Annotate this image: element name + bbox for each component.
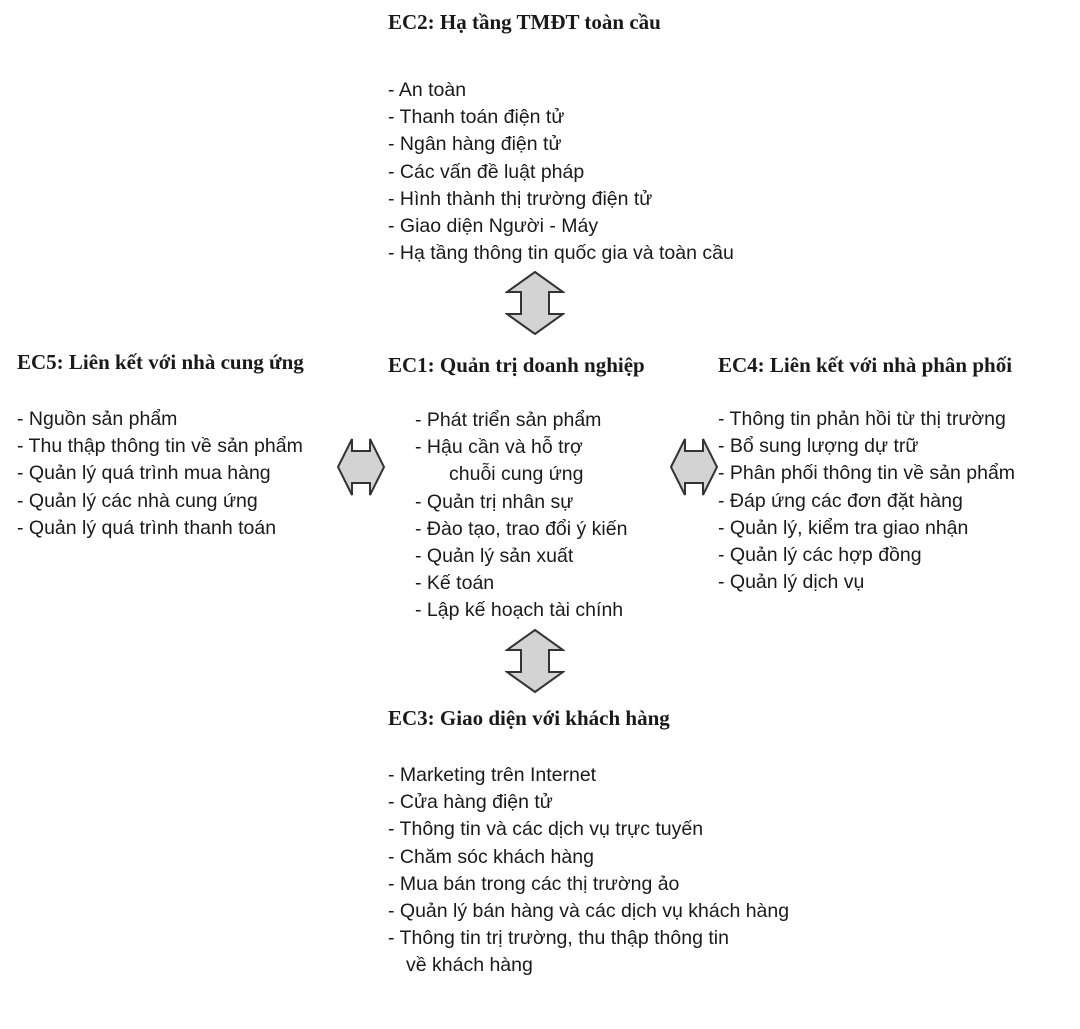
ec5-item: - Nguồn sản phẩm: [17, 408, 178, 430]
ec2-item-list: [388, 77, 734, 267]
ec1-item: - Quản trị nhân sự: [415, 490, 574, 513]
double-arrow-vertical-icon: [505, 628, 565, 694]
ec1-item: - Đào tạo, trao đổi ý kiến: [415, 517, 628, 540]
ec3-item: - Chăm sóc khách hàng: [388, 845, 594, 868]
ec3-item-continuation: về khách hàng: [406, 954, 533, 977]
ec5-item-list: [17, 406, 304, 542]
double-arrow-vertical-icon: [505, 270, 565, 336]
ec1-block: [388, 353, 645, 625]
ec3-item: - Quản lý bán hàng và các dịch vụ khách hàng: [388, 900, 790, 923]
ec2-title: EC2: Hạ tầng TMĐT toàn cầu: [388, 10, 661, 34]
ec5-item: - Quản lý quá trình thanh toán: [17, 516, 277, 539]
ec4-item: - Phân phối thông tin về sản phẩm: [718, 462, 1016, 485]
ec2-item: - Giao diện Người - Máy: [388, 215, 599, 238]
ec2-item: - Các vấn đề luật pháp: [388, 160, 585, 183]
ec5-title: EC5: Liên kết với nhà cung ứng: [17, 350, 304, 374]
ec4-block: [718, 353, 1015, 596]
ec1-item-continuation: chuỗi cung ứng: [449, 463, 584, 486]
ec5-item: - Quản lý quá trình mua hàng: [17, 462, 271, 485]
ec1-item: - Hậu cần và hỗ trợ: [415, 436, 583, 459]
ec4-item: - Quản lý dịch vụ: [718, 571, 865, 594]
ec3-block: [388, 706, 789, 980]
ec2-item: - Hình thành thị trường điện tử: [388, 187, 653, 210]
ec4-item: - Thông tin phản hồi từ thị trường: [718, 408, 1006, 430]
ec2-item: - Ngân hàng điện tử: [388, 133, 562, 156]
ec4-item: - Bổ sung lượng dự trữ: [718, 435, 919, 458]
ec4-item: - Quản lý các hợp đồng: [718, 544, 922, 567]
ec3-item: - Marketing trên Internet: [388, 764, 597, 786]
ec1-item: - Phát triển sản phẩm: [415, 409, 602, 431]
ec5-block: [17, 350, 304, 542]
ec3-item: - Cửa hàng điện tử: [388, 791, 553, 814]
ec1-item-list: [415, 407, 645, 625]
ec2-block: [388, 10, 734, 267]
ec4-item: - Quản lý, kiểm tra giao nhận: [718, 516, 969, 539]
ec5-item: - Thu thập thông tin về sản phẩm: [17, 435, 303, 458]
ec2-item: - An toàn: [388, 79, 467, 101]
ec3-item: - Thông tin và các dịch vụ trực tuyến: [388, 818, 704, 841]
ec1-item: - Lập kế hoạch tài chính: [415, 599, 624, 622]
ec3-item: - Thông tin trị trường, thu thập thông tin: [388, 927, 729, 950]
ec1-item: - Kế toán: [415, 572, 495, 595]
ec4-title: EC4: Liên kết với nhà phân phối: [718, 353, 1013, 377]
ec5-item: - Quản lý các nhà cung ứng: [17, 489, 258, 512]
ec2-item: - Thanh toán điện tử: [388, 106, 565, 129]
ec4-item-list: [718, 406, 1015, 596]
ec3-item: - Mua bán trong các thị trường ảo: [388, 872, 680, 895]
ec1-item: - Quản lý sản xuất: [415, 545, 574, 568]
ec4-item: - Đáp ứng các đơn đặt hàng: [718, 489, 963, 512]
ec2-item: - Hạ tầng thông tin quốc gia và toàn cầu: [388, 242, 734, 265]
double-arrow-horizontal-icon: [336, 437, 386, 497]
ec3-title: EC3: Giao diện với khách hàng: [388, 706, 670, 730]
double-arrow-horizontal-icon: [669, 437, 719, 497]
ec1-title: EC1: Quản trị doanh nghiệp: [388, 353, 645, 377]
ec3-item-list: [388, 762, 789, 980]
